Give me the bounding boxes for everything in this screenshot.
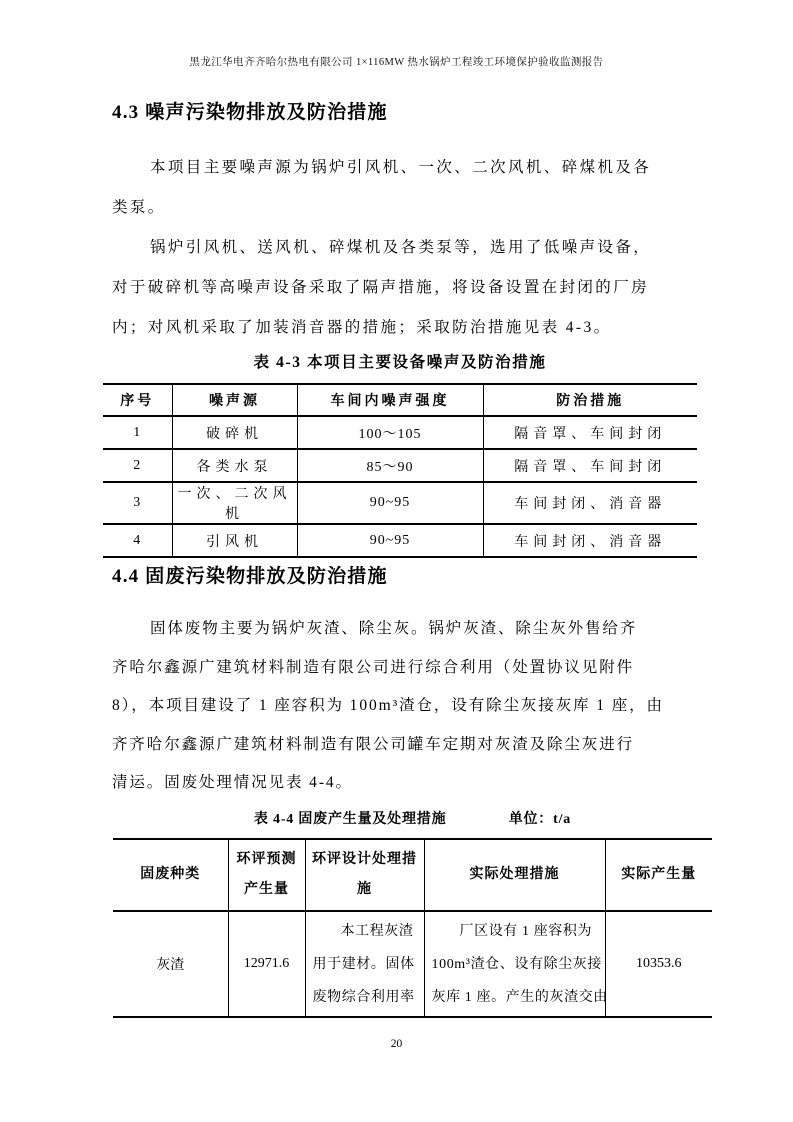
table-4-4-title-bar xyxy=(113,808,712,828)
paragraph-line: 齐齐哈尔鑫源广建筑材料制造有限公司罐车定期对灰渣及除尘灰进行 xyxy=(112,735,635,753)
table-cell: 85～90 xyxy=(297,449,483,482)
paragraph-line: 齐哈尔鑫源广建筑材料制造有限公司进行综合利用（处置协议见附件 xyxy=(112,658,635,676)
table-cell: 一次、二次风机 xyxy=(172,482,297,524)
table-cell: 3 xyxy=(103,482,172,524)
table-cell: 车间封闭、消音器 xyxy=(483,482,697,524)
table-cell: 90~95 xyxy=(297,524,483,557)
table-row xyxy=(113,911,712,1017)
table-cell: 车间封闭、消音器 xyxy=(483,524,697,557)
table-cell: 隔音罩、车间封闭 xyxy=(483,449,697,482)
table-cell: 4 xyxy=(103,524,172,557)
column-header: 车间内噪声强度 xyxy=(297,384,483,416)
table-4-4-header-row xyxy=(113,839,712,911)
column-header: 防治措施 xyxy=(483,384,697,416)
table-cell: 1 xyxy=(103,416,172,449)
paragraph-line: 类泵。 xyxy=(112,199,166,216)
actual-measure-cell xyxy=(424,911,608,1017)
paragraph-line: 8），本项目建设了 1 座容积为 100m³渣仓，设有除尘灰接灰库 1 座，由 xyxy=(112,697,664,714)
section-4-3-paragraph-1 xyxy=(112,148,684,228)
table-4-3-header-row xyxy=(103,384,697,416)
cell-line: 灰库 1 座。产生的灰渣交由 xyxy=(431,989,608,1005)
cell-line: 厂区设有 1 座容积为 xyxy=(459,923,593,939)
cell-line: 用于建材。固体 xyxy=(312,956,415,972)
page-number: 20 xyxy=(390,1038,403,1050)
table-cell: 2 xyxy=(103,449,172,482)
table-row xyxy=(103,449,697,482)
actual-amount-cell: 10353.6 xyxy=(605,911,712,1017)
table-row xyxy=(103,482,697,524)
table-4-4 xyxy=(113,838,712,1018)
cell-line: 本工程灰渣 xyxy=(340,923,414,939)
table-cell: 引风机 xyxy=(172,524,297,557)
section-4-4-heading: 4.4 固废污染物排放及防治措施 xyxy=(112,566,388,587)
design-measure-cell xyxy=(305,911,424,1017)
table-4-4-unit-label: 单位：t/a xyxy=(508,812,572,827)
table-4-3 xyxy=(103,383,697,558)
table-cell: 90~95 xyxy=(297,482,483,524)
column-header: 环评设计处理措施 xyxy=(305,839,424,911)
column-header: 环评预测产生量 xyxy=(228,839,305,911)
paragraph-line: 锅炉引风机、送风机、碎煤机及各类泵等，选用了低噪声设备， xyxy=(150,239,652,256)
column-header: 序号 xyxy=(103,384,172,416)
table-4-4-title: 表 4-4 固废产生量及处理措施 xyxy=(253,812,447,827)
column-header: 实际处理措施 xyxy=(424,839,605,911)
table-cell: 破碎机 xyxy=(172,416,297,449)
section-4-4-paragraph xyxy=(112,610,684,803)
paragraph-line: 本项目主要噪声源为锅炉引风机、一次、二次风机、碎煤机及各 xyxy=(150,159,652,176)
paragraph-line: 清运。固废处理情况见表 4-4。 xyxy=(112,774,353,791)
paragraph-line: 内；对风机采取了加装消音器的措施；采取防治措施见表 4-3。 xyxy=(112,319,612,336)
column-header: 噪声源 xyxy=(172,384,297,416)
table-cell: 各类水泵 xyxy=(172,449,297,482)
table-row xyxy=(103,416,697,449)
table-cell: 隔音罩、车间封闭 xyxy=(483,416,697,449)
cell-line: 废物综合利用率 xyxy=(312,989,415,1005)
column-header: 固废种类 xyxy=(113,839,228,911)
table-row xyxy=(103,524,697,557)
paragraph-line: 对于破碎机等高噪声设备采取了隔声措施，将设备设置在封闭的厂房 xyxy=(112,279,650,296)
table-cell: 100～105 xyxy=(297,416,483,449)
waste-type-cell: 灰渣 xyxy=(113,911,228,1017)
paragraph-line: 固体废物主要为锅炉灰渣、除尘灰。锅炉灰渣、除尘灰外售给齐 xyxy=(150,620,638,637)
predicted-amount-cell: 12971.6 xyxy=(228,911,305,1017)
section-4-3-paragraph-2 xyxy=(112,228,684,348)
cell-line: 100m³渣仓、设有除尘灰接 xyxy=(431,956,602,972)
column-header: 实际产生量 xyxy=(605,839,712,911)
section-4-3-heading: 4.3 噪声污染物排放及防治措施 xyxy=(112,102,388,123)
document-header-title: 黑龙江华电齐齐哈尔热电有限公司 1×116MW 热水锅炉工程竣工环境保护验收监测报告 xyxy=(189,57,604,68)
table-4-3-title: 表 4-3 本项目主要设备噪声及防治措施 xyxy=(253,354,547,371)
